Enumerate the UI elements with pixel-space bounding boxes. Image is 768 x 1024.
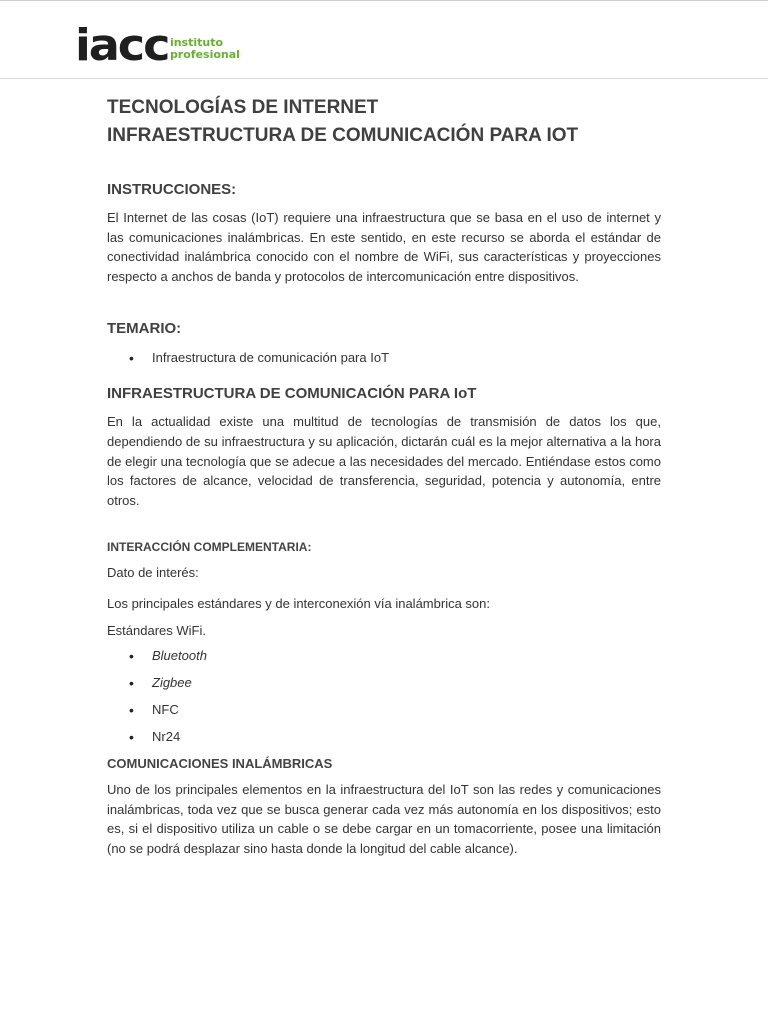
page-header xyxy=(0,0,768,79)
list-item: • Nr24 xyxy=(107,727,661,747)
list-item xyxy=(107,646,661,666)
comunicaciones-heading: COMUNICACIONES INALÁMBRICAS xyxy=(107,756,333,772)
list-item: • NFC xyxy=(107,700,661,720)
estandares-wifi: Estándares WiFi. xyxy=(107,622,206,638)
infraestructura-text: En la actualidad existe una multitud de tecnologías de transmisión de datos los que, dependiendo de su infraestructura y su aplicación, dictarán cuál es la mejor alternativa a la hora de elegir una tecnología que se adecue a las necesidades del mercado. Entiéndase estos como los factores de alcance, velocidad de transferencia, seguridad, potencia y autonomía, entre otros. xyxy=(107,414,661,508)
title-line2: INFRAESTRUCTURA DE COMUNICACIÓN PARA IOT xyxy=(107,125,579,146)
temario-heading: TEMARIO: xyxy=(107,320,182,338)
item-text: Bluetooth xyxy=(152,648,207,664)
page-title xyxy=(107,94,661,150)
interaccion-heading: INTERACCIÓN COMPLEMENTARIA: xyxy=(107,540,312,555)
temario-list xyxy=(107,348,661,368)
item-text: Zigbee xyxy=(152,675,192,691)
logo-line2: profesional xyxy=(169,48,240,61)
dato-interes: Dato de interés: xyxy=(107,565,199,581)
comunicaciones-text: Uno de los principales elementos en la infraestructura del IoT son las redes y comunicaciones inalámbricas, toda vez que se busca generar cada vez más autonomía en los dispositivos; esto es, si el dispositivo utiliza un cable o se debe cargar en un tomacorriente, posee una limitación (no se podrá desplazar sino hasta donde la longitud del cable alcance). xyxy=(107,782,661,856)
instrucciones-text: El Internet de las cosas (IoT) requiere una infraestructura que se basa en el uso de internet y las comunicaciones inalámbricas. En este sentido, en este recurso se aborda el estándar de conectividad inalámbrica conocido con el nombre de WiFi, sus características y proyecciones respecto a anchos de banda y protocolos de intercomunicación entre dispositivos. xyxy=(107,210,661,284)
instrucciones-heading: INSTRUCCIONES: xyxy=(107,181,237,198)
list-item: • Infraestructura de comunicación para IoT xyxy=(107,348,661,368)
interaccion-intro: Los principales estándares y de interconexión vía inalámbrica son: xyxy=(107,595,490,611)
logo-text xyxy=(170,37,240,61)
title-line1: TECNOLOGÍAS DE INTERNET xyxy=(107,97,379,118)
logo-mark: iacc xyxy=(75,20,169,71)
iacc-logo xyxy=(75,20,240,71)
logo-line1: instituto xyxy=(169,36,224,49)
infraestructura-heading: INFRAESTRUCTURA DE COMUNICACIÓN PARA IoT xyxy=(107,385,477,403)
document-body xyxy=(107,94,661,859)
estandares-list xyxy=(107,646,661,747)
list-item xyxy=(107,673,661,693)
